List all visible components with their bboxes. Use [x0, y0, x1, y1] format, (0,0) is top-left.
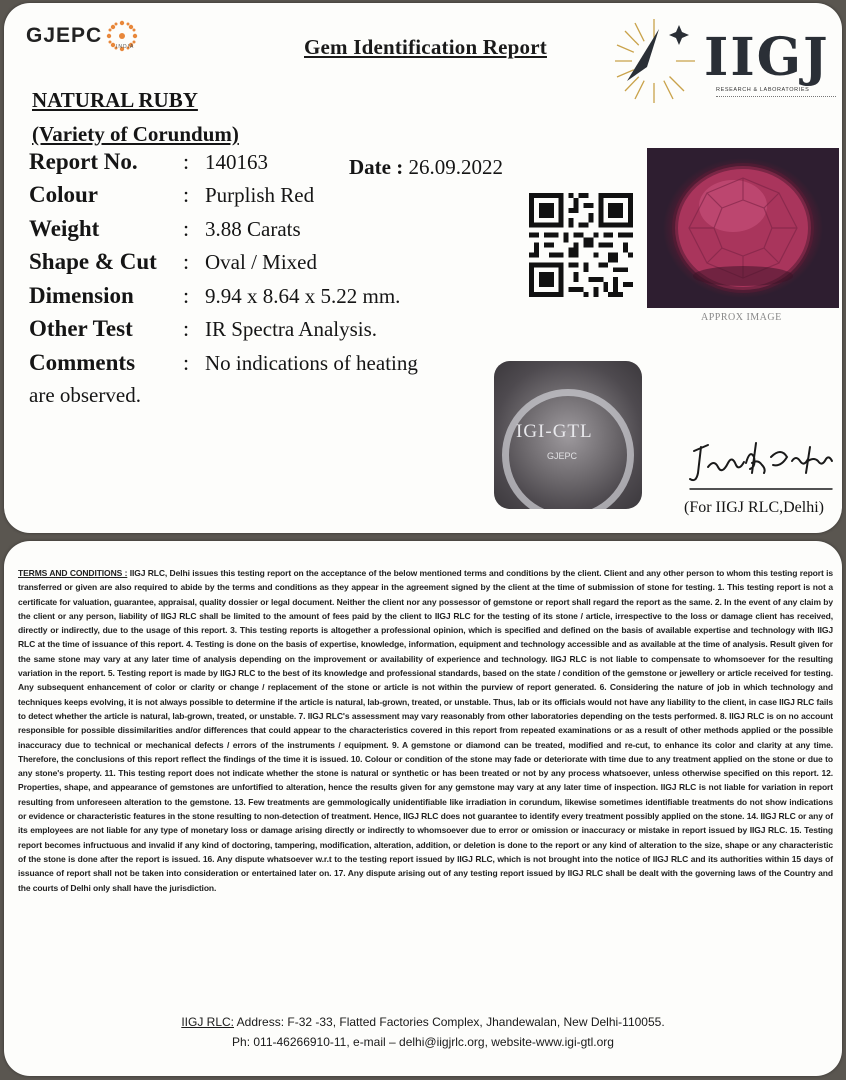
field-colon: : — [183, 149, 190, 174]
field-colon: : — [183, 283, 190, 308]
lab-contact: Ph: 011-46266910-11, e-mail – delhi@iigjrlc.org, website-www.igi-gtl.org — [232, 1035, 614, 1049]
field-value: 3.88 Carats — [205, 217, 301, 241]
field-label: Other Test — [29, 316, 133, 341]
field-value: IR Spectra Analysis. — [205, 317, 378, 341]
photo-caption: APPROX IMAGE — [701, 312, 782, 323]
field-colon: : — [183, 350, 190, 375]
iigj-logo-text: IIGJ — [704, 27, 830, 88]
field-label: Shape & Cut — [29, 249, 157, 274]
report-title: Gem Identification Report — [304, 35, 547, 59]
signature-icon — [686, 433, 836, 493]
field-colon: : — [183, 249, 190, 274]
field-dimension — [29, 283, 400, 313]
qr-code-icon[interactable] — [529, 193, 633, 297]
signature-label: (For IIGJ RLC,Delhi) — [684, 499, 824, 516]
field-label: Colour — [29, 182, 98, 207]
field-report-no — [29, 149, 268, 179]
field-value: 140163 — [205, 150, 268, 174]
stone-name: NATURAL RUBY — [32, 88, 198, 112]
iigj-logo-sub: RESEARCH & LABORATORIES — [716, 87, 810, 93]
hologram-subtext: GJEPC — [547, 451, 578, 461]
terms-body: IIGJ RLC, Delhi issues this testing report on the acceptance of the below mentioned terms and conditions by the client. Client and any other person to whom this testing report is transferred or given are also required to abide by the terms and conditions as they appear in the agreement signed by the client at the time of submission of stone for testing. 1. This testing report is not a certificate for valuation, guarantee, appraisal, quality dossier or legal document. Neither the client nor any possessor of gemstone or report shall regard the report as the same. 2. In the event of any claim by the client or any person, liability of IIGJ RLC shall be limited to the amount of fees paid by the client to IIGJ RLC for the testing of its stone / article, irrespective to the loss or damage client has received, directly or indirectly, due to the usage of this report. 3. This testing reports is altogether a professional opinion, which is specified and defined on the basis of available expertise and technology with IIGJ RLC at the time of issuance of this report. 4. Testing is done on the basis of expertise, knowledge, information, equipment and technology accessible and as available at the time of analysis. Result given for the same stone may vary at any later time of analysis depending on the improvement or availability of experience and technology. IIGJ RLC is not liable to compensate to whomsoever for the resulting variation in the report. 5. Testing report is made by IIGJ RLC to the best of its knowledge and professional standards, based on the state / condition of the gemstone or jewellery or article received for testing. Any subsequent enhancement of color or clarity or change / replacement of the stone or article is not within the purview of report generated. 6. Considering the nature of job in which technology and techniques keeps evolving, it is not always possible to determine if the article is natural, lab-grown, treated, or unstable. Thus, lab or its officials would not have any liability to the client, in case IIGJ RLC fails to detect whether the article is natural, lab-grown, treated, or unstable. 7. IIGJ RLC's assessment may vary reasonably from other laboratories depending on the tests performed. 8. IIGJ RLC is on no account responsible for possible dissimilarities and/or differences that could appear to the characteristics covered in this report from repeated examinations or as a result of other methods applied or the possible inaccuracy due to technical or mechanical defects / errors of the instruments / equipment. 9. A gemstone or diamond can be treated, modified and re-cut, to enhance its color and clarity at any time. Therefore, the conclusions of this report reflect the findings of the time it is issued. 10. Colour or condition of the stone may fade or deteriorate with time due to any treatment applied on the stone or due to any stone's property. 11. This testing report does not indicate whether the stone is natural or synthetic or has been treated or not by any process whatsoever, unless otherwise specified on this report. 12. Properties, shape, and appearance of gemstones are unfortified to alteration, hence the results given for any gemstone may vary at any later time of inspection. IIGJ RLC is not liable for variation in report resulting from unforeseen alteration to the gemstone. 13. Few treatments are gemmologically unidentifiable like irradiation in corundum, likewise sometimes identifiable treatments do not show indications or evidence or characteristic features in the stone resulting to non-detection of treatment. Hence, IIGJ RLC does not guarantee to identify every treatment possibly applied on the stone. 14. IIGJ RLC or any of its employees are not liable for any type of monetary loss or damage arising directly or indirectly to whomsoever due to error or omission or inaccuracy or mistake in report issued by IIGJ RLC. 15. Testing report becomes infructuous and invalid if any kind of doctoring, tampering, modification, alteration, addition, or deletion is done to the report or any kind of alteration to the size, shape or any characteristic of the stone is done after the report is issued. 16. Any dispute whatsoever w.r.t to the testing report issued by IIGJ RLC, which is not brought into the notice of IIGJ RLC and its authorities within 15 days of issuance of report shall not be taken into consideration or entertained later on. 17. Any dispute arising out of any testing report issued by IIGJ RLC shall be dealt with the governing laws of the Country and the courts of Delhi only shall have the jurisdiction. — [18, 568, 833, 893]
field-shape-cut — [29, 249, 317, 279]
gjepc-logo-text: GJEPC — [26, 24, 103, 47]
terms-heading: TERMS AND CONDITIONS : — [18, 568, 128, 578]
gjepc-logo — [26, 19, 139, 53]
gemstone-photo — [647, 148, 839, 308]
hologram-text: IGI-GTL — [516, 421, 593, 442]
field-colour — [29, 182, 314, 212]
hologram-ring — [502, 389, 634, 509]
stone-variety: (Variety of Corundum) — [32, 122, 239, 146]
lab-address-text: Address: F-32 -33, Flatted Factories Complex, Jhandewalan, New Delhi-110055. — [234, 1015, 665, 1029]
field-value: Oval / Mixed — [205, 250, 317, 274]
field-label: Comments — [29, 350, 136, 375]
ruby-stone-icon — [647, 148, 839, 308]
field-label: Report No. — [29, 149, 138, 174]
field-value: 9.94 x 8.64 x 5.22 mm. — [205, 284, 401, 308]
terms-and-conditions — [18, 566, 833, 895]
iigj-logo-underline — [716, 96, 836, 99]
field-colon: : — [183, 216, 190, 241]
field-value: Purplish Red — [205, 183, 315, 207]
field-comments — [29, 350, 418, 380]
field-colon: : — [183, 182, 190, 207]
field-colon: : — [183, 316, 190, 341]
comments-continued: are observed. — [29, 383, 141, 407]
field-other-test — [29, 316, 377, 346]
report-card-front — [4, 3, 842, 533]
lab-address-label: IIGJ RLC: — [181, 1015, 234, 1029]
gjepc-logo-sub: INDIA — [116, 44, 135, 50]
iigj-star-emblem-icon — [607, 11, 702, 111]
field-label: Weight — [29, 216, 100, 241]
date-label: Date : — [349, 155, 404, 179]
field-label: Dimension — [29, 283, 134, 308]
report-card-back — [4, 541, 842, 1076]
field-weight — [29, 216, 301, 246]
date-value: 26.09.2022 — [408, 155, 503, 179]
report-date — [349, 155, 503, 180]
lab-address — [4, 1015, 842, 1029]
security-hologram — [494, 361, 642, 509]
field-value: No indications of heating — [205, 351, 418, 375]
